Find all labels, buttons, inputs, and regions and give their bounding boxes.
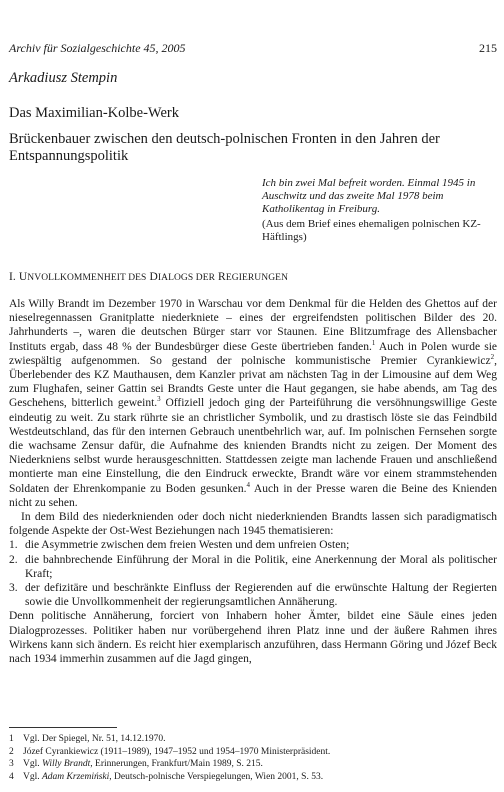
article-author: Arkadiusz Stempin [9,70,118,86]
article-title: Das Maximilian-Kolbe-Werk [9,105,179,121]
footnote-4: 4 Vgl. Adam Krzemiński, Deutsch-polnische Verspiegelungen, Wien 2001, S. 53. [9,771,324,782]
paragraph-2: In dem Bild des niederknienden oder doch nicht niederknienden Brandts lassen sich paradigmatisch folgende Aspekte der Ost-West Beziehungen nach 1945 thematisieren: [9,511,497,538]
paragraph-1: Als Willy Brandt im Dezember 1970 in Warschau vor dem Denkmal für die Helden des Ghettos auf der nieselregennassen Granitplatte niederkniete – eines der ergreifendsten politischen Bilder des 20. Jahrhunderts –, waren die deutschen Bürger starr vor Staunen. Eine Blitzumfrage des Allensbacher Instituts ergab, dass 48 % der Bundesbürger diese Geste übertrieben fanden.$^1$ Auch in Polen wurde sie zwiespältig aufgenommen. So gestand der polnische kommunistische Premier Cyrankiewicz$^2$, Überlebender des KZ Mauthausen, dem Kanzler privat am nächsten Tag in der Limousine auf dem Weg zum Flughafen, seiner Gattin sei Brandts Geste unter die Haut gegangen, sie habe abends, am Tag des Geschehens, bitterlich geweint.$^3$ Offiziell jedoch ging der Parteiführung die versöhnungswillige Geste eindeutig zu weit. Zu stark rührte sie an christlicher Symbolik, und zu drastisch löste sie das Feindbild Westdeutschland, das für den internen Gebrauch unentbehrlich war, auf. Im polnischen Fernsehen sorgte die wachsame Zensur dafür, die Aufnahme des knienden Brandts nicht zu zeigen. Der Moment des Niederkniens selbst wurde herausgeschnitten. Stattdessen zeigte man lachende Frauen und anschließend montierte man eine Einstellung, die den Eindruck erweckte, Brandt wäre vor einem strammstehenden Soldaten der Ehrenkompanie zu Boden gesunken.$^4$ Auch in der Presse waren die Beine des Knienden nicht zu sehen. [9,298,498,509]
journal-title: Archiv für Sozialgeschichte 45, 2005 [9,41,186,55]
section-word-1: UNVOLLKOMMENHEIT DES [18,271,147,283]
footnote-divider [9,727,117,728]
section-heading [9,271,288,283]
section-number: I. [9,271,16,283]
footnote-ref-2[interactable]: 2 [490,352,495,361]
epigraph-quote: Ich bin zwei Mal befreit worden. Einmal 1945 in Auschwitz und das zweite Mal 1978 beim Katholikentag in Freiburg. [262,177,476,215]
paragraph-3: Denn politische Annäherung, forciert von Inhabern hoher Ämter, bildet eine Säule eines jeden Dialogprozesses. Politiker haben nur vorübergehend ihren Platz inne und der äußere Rahmen ihres Wirkens kann sich ändern. Es reicht hier exemplarisch anzuführen, dass Hermann Göring und Józef Beck nach 1934 immerhin zusammen auf die Jagd gingen, [9,610,497,666]
footnotes [9,733,497,783]
article-subtitle: Brückenbauer zwischen den deutsch-polnischen Fronten in den Jahren der Entspannungspolitik [9,131,440,164]
section-word-2: DIALOGS DER [149,271,216,283]
footnote-ref-1[interactable]: 1 [371,338,376,347]
section-word-3: REGIERUNGEN [218,271,289,283]
footnote-ref-3[interactable]: 3 [157,395,161,404]
epigraph-source: (Aus dem Brief eines ehemaligen polnischen KZ-Häftlings) [262,218,481,243]
list-item: 3. der defizitäre und beschränkte Einfluss der Regierenden auf die erwünschte Haltung der Regierten sowie die Unvollkommenheit der regierungsamtlichen Annäherung. [9,582,497,609]
list-item: 1. die Asymmetrie zwischen dem freien Westen und dem unfreien Osten; [9,539,350,552]
body-text [9,297,497,666]
footnote-ref-4[interactable]: 4 [246,480,251,489]
running-header [9,41,497,57]
list-item: 2. die bahnbrechende Einführung der Moral in die Politik, eine Anerkennung der Moral als politischer Kraft; [9,553,497,580]
footnote-1: 1 Vgl. Der Spiegel, Nr. 51, 14.12.1970. [9,734,166,744]
aspect-list [9,538,497,609]
footnote-3: 3 Vgl. Willy Brandt, Erinnerungen, Frankfurt/Main 1989, S. 215. [9,759,263,769]
page-number: 215 [479,41,497,55]
footnote-2: 2 Józef Cyrankiewicz (1911–1989), 1947–1952 und 1954–1970 Ministerpräsident. [9,746,331,757]
epigraph [262,177,496,244]
